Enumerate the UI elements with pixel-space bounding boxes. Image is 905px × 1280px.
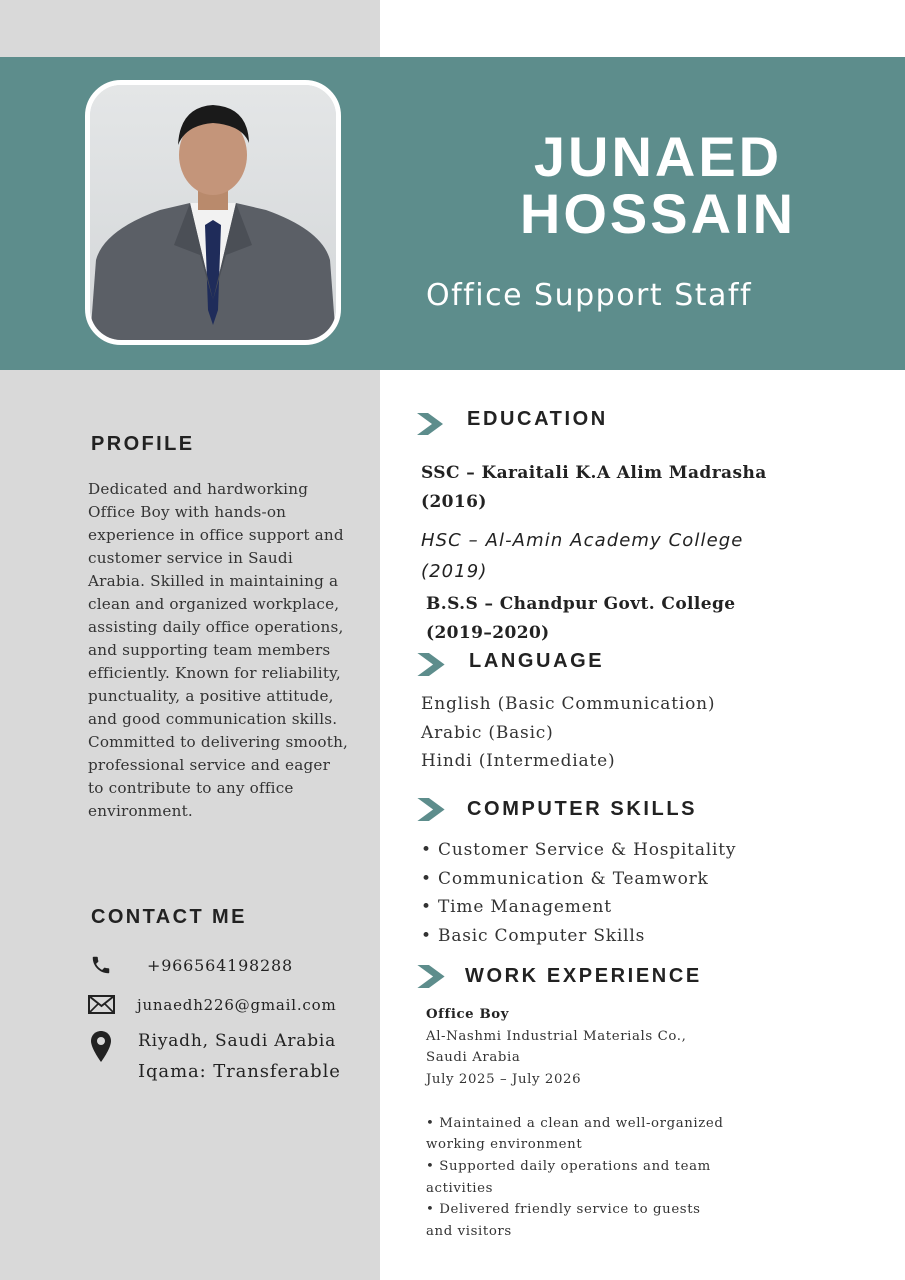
full-name — [418, 125, 898, 245]
language-item: Arabic (Basic) — [421, 722, 554, 743]
language-heading: LANGUAGE — [469, 650, 605, 672]
chevron-right-icon — [417, 798, 445, 821]
contact-email — [88, 995, 336, 1014]
contact-phone — [90, 954, 293, 976]
envelope-icon — [88, 995, 115, 1014]
education-heading: EDUCATION — [467, 407, 608, 430]
location-text: Riyadh, Saudi Arabia — [138, 1030, 337, 1051]
computer-skills-heading: COMPUTER SKILLS — [467, 798, 698, 820]
email-address: junaedh226@gmail.com — [137, 995, 337, 1014]
job-role: Office Boy — [426, 1007, 510, 1022]
work-entry — [426, 1004, 726, 1243]
chevron-right-icon — [417, 413, 443, 435]
chevron-right-icon — [417, 653, 445, 676]
job-period: July 2025 – July 2026 — [426, 1072, 582, 1088]
phone-icon — [90, 954, 112, 976]
education-header — [417, 407, 608, 435]
education-item-hsc: HSC – Al-Amin Academy College (2019) — [421, 530, 744, 582]
profile-heading: PROFILE — [91, 433, 195, 455]
skill-item: • Communication & Teamwork — [421, 868, 709, 889]
map-pin-icon — [90, 1030, 112, 1063]
work-experience-header — [417, 965, 702, 988]
company-name: Al-Nashmi Industrial Materials Co., Saudi Arabia — [426, 1028, 687, 1066]
education-item-ssc: SSC – Karaitali K.A Alim Madrasha (2016) — [421, 463, 767, 512]
language-item: English (Basic Communication) — [421, 694, 716, 714]
first-name: JUNAED — [533, 125, 783, 188]
iqama-status: Iqama: Transferable — [138, 1061, 341, 1082]
profile-text: Dedicated and hardworking Office Boy with hands-on experience in office support and customer service in Saudi Arabia. Skilled in maintaining a clean and organized workplace, assisting daily office operations, and supporting team members efficiently. Known for reliability, punctuality, a positive attitude, and good communication skills. Committed to delivering smooth, professional service and eager to contribute to any office environment. — [88, 480, 349, 820]
language-list — [421, 690, 715, 776]
skills-list — [421, 836, 736, 950]
last-name: HOSSAIN — [519, 182, 797, 245]
skill-item: • Basic Computer Skills — [421, 925, 646, 946]
contact-location — [90, 1030, 336, 1063]
work-experience-heading: WORK EXPERIENCE — [465, 965, 702, 987]
chevron-right-icon — [417, 965, 445, 988]
profile-photo — [85, 80, 341, 345]
work-bullet: • Supported daily operations and team activities — [426, 1158, 711, 1196]
work-bullet: • Maintained a clean and well-organized working environment — [426, 1115, 724, 1153]
portrait-image — [90, 85, 336, 340]
contact-heading: CONTACT ME — [91, 906, 247, 928]
education-item-bss: B.S.S – Chandpur Govt. College (2019–2020) — [426, 594, 736, 643]
phone-number: +966564198288 — [147, 955, 293, 975]
computer-skills-header — [417, 798, 697, 821]
work-bullet: • Delivered friendly service to guests and visitors — [426, 1202, 701, 1240]
skill-item: • Time Management — [421, 897, 612, 917]
skill-item: • Customer Service & Hospitality — [421, 840, 737, 860]
language-header — [417, 650, 605, 676]
language-item: Hindi (Intermediate) — [421, 751, 616, 771]
job-title: Office Support Staff — [426, 278, 753, 313]
